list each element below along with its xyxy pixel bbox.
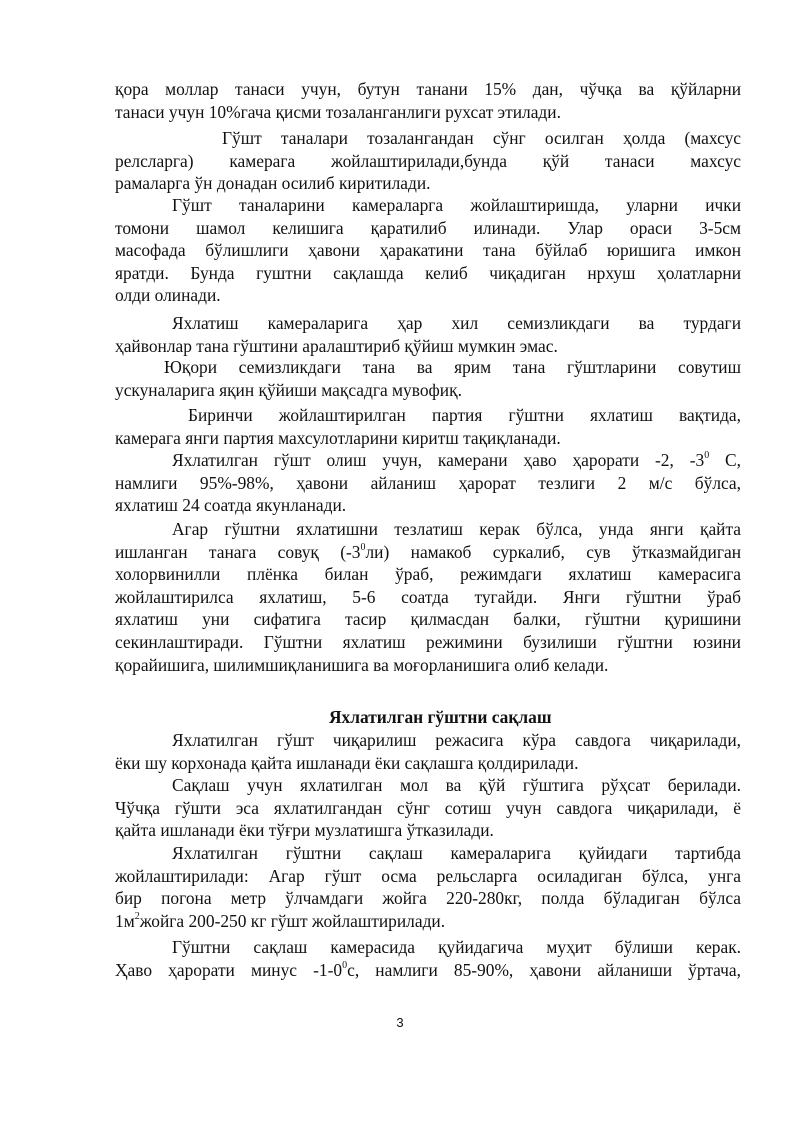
text-line: Гўшт таналарини камераларга жойлаштиришда, уларни ички bbox=[172, 195, 741, 215]
text-line bbox=[115, 910, 445, 932]
text-line: қорайишига, шилимшиқланишига ва моғорланишига олиб келади. bbox=[115, 654, 609, 675]
text-run: Ҳаво ҳарорати минус -1-0 bbox=[115, 959, 343, 980]
text-line: жойлаштирилади: Агар гўшт осма рельсларга осиладиган бўлса, унга bbox=[115, 865, 741, 886]
text-line: яратди. Бунда гуштни сақлашда келиб чиқадиган нрхуш ҳолатларни bbox=[115, 262, 741, 283]
text-line: масофада бўлишлиги ҳавони ҳаракатини тана бўйлаб юришига имкон bbox=[115, 240, 741, 261]
text-line: рамаларга ўн донадан осилиб киритилади. bbox=[115, 173, 431, 194]
text-line: холорвинилли плёнка билан ўраб, режимдаги яхлатиш камерасига bbox=[115, 564, 741, 585]
text-line: яхлатиш 24 соатда якунланади. bbox=[115, 495, 347, 516]
text-line: жойлаштирилса яхлатиш, 5-6 соатда тугайди. Янги гўштни ўраб bbox=[115, 586, 741, 607]
text-run: Яхлатилган гўшт олиш учун, камерани ҳаво ҳарорати -2, -3 bbox=[172, 450, 705, 470]
text-line: Яхлатилган гўштни сақлаш камераларига қуйидаги тартибда bbox=[172, 843, 741, 863]
text-line: ёки шу корхонада қайта ишланади ёки сақлашга қолдирилади. bbox=[115, 752, 579, 773]
text-line bbox=[115, 541, 741, 563]
text-run: 1м bbox=[115, 910, 135, 931]
text-line: ҳайвонлар тана гўштини аралаштириб қўйиш мумкин эмас. bbox=[115, 335, 558, 356]
text-line: камерага янги партия махсулотларини киритш тақиқланади. bbox=[115, 427, 561, 448]
text-line: бир погона метр ўлчамдаги жойга 220-280кг, полда бўладиган бўлса bbox=[115, 888, 741, 909]
text-line bbox=[115, 959, 741, 981]
text-line: Яхлатилган гўшт чиқарилиш режасига кўра савдога чиқарилади, bbox=[172, 730, 741, 750]
text-line: Сақлаш учун яхлатилган мол ва қўй гўштига рўҳсат берилади. bbox=[172, 775, 741, 795]
text-line: Биринчи жойлаштирилган партия гўштни яхлатиш вақтида, bbox=[188, 405, 741, 425]
text-line: секинлаштиради. Гўштни яхлатиш режимини бузилиши гўштни юзини bbox=[115, 632, 741, 652]
text-line: олди олинади. bbox=[115, 285, 221, 306]
text-line: ускуналарига яқин қўйиши мақсадга мувофиқ. bbox=[115, 379, 462, 400]
text-line bbox=[172, 449, 741, 471]
text-line: релсларга) камерага жойлаштирилади,бунда қўй танаси махсус bbox=[115, 150, 741, 171]
text-run: ишланган танага совуқ (-3 bbox=[115, 541, 361, 562]
text-line: Юқори семизликдаги тана ва ярим тана гўштларини совутиш bbox=[164, 357, 741, 377]
text-line: Яхлатиш камераларига ҳар хил семизликдаги ва турдаги bbox=[172, 313, 741, 333]
text-line: Чўчқа гўшти эса яхлатилгандан сўнг сотиш учун савдога чиқарилади, ё bbox=[115, 797, 741, 818]
text-line: қайта ишланади ёки тўғри музлатишга ўтказилади. bbox=[115, 820, 494, 841]
section-heading: Яхлатилган гўштни сақлаш bbox=[329, 707, 552, 727]
text-run: ли) намакоб суркалиб, сув ўтказмайдиган bbox=[365, 541, 742, 562]
text-line: Гўшт таналари тозалангандан сўнг осилган ҳолда (махсус bbox=[222, 128, 741, 148]
text-line: намлиги 95%-98%, ҳавони айланиш ҳарорат тезлиги 2 м/с бўлса, bbox=[115, 472, 741, 493]
text-line: танаси учун 10%гача қисми тозаланганлиги рухсат этилади. bbox=[115, 101, 561, 122]
text-run: С, bbox=[709, 450, 741, 470]
text-line: Гўштни сақлаш камерасида қуйидагича муҳит бўлиши керак. bbox=[172, 937, 741, 957]
text-run: с, намлиги 85-90%, ҳавони айланиши ўртача, bbox=[347, 959, 741, 980]
text-line: томони шамол келишига қаратилиб илинади. Улар ораси 3-5см bbox=[115, 217, 741, 238]
page-number: 3 bbox=[396, 1015, 404, 1030]
superscript: 0 bbox=[704, 450, 710, 462]
text-line: қора моллар танаси учун, бутун танани 15% дан, чўчқа ва қўйларни bbox=[115, 79, 741, 99]
text-run: жойга 200-250 кг гўшт жойлаштирилади. bbox=[139, 910, 446, 931]
superscript: 0 bbox=[342, 959, 348, 971]
superscript: 2 bbox=[134, 911, 140, 922]
text-line: яхлатиш уни сифатига тасир қилмасдан балки, гўштни қуришини bbox=[115, 609, 741, 630]
superscript: 0 bbox=[360, 541, 366, 553]
text-line: Агар гўштни яхлатишни тезлатиш керак бўлса, унда янги қайта bbox=[172, 519, 741, 539]
